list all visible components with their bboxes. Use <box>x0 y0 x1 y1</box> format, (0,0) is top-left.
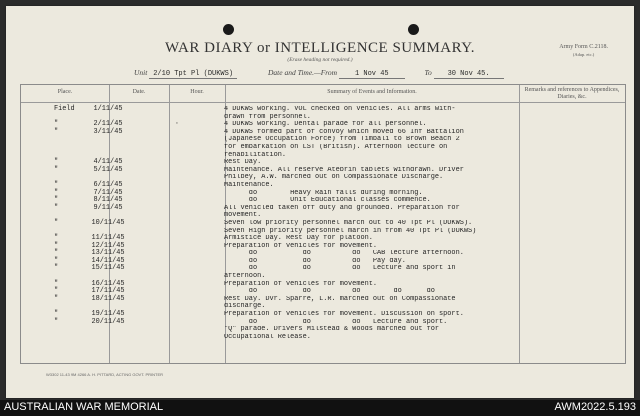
entry-place: " <box>54 279 59 288</box>
entry-hour <box>138 334 216 342</box>
entry-place: " <box>54 203 59 212</box>
entry-date: 16/11/45 <box>91 279 125 288</box>
entry-summary: 4 DUKWS working. Dental parade for all personnel. <box>224 121 427 129</box>
entry-date: 2/11/45 <box>93 120 123 129</box>
entry-place: " <box>54 249 59 258</box>
entry-place <box>20 136 78 144</box>
header-hour: Hour. <box>190 89 204 95</box>
entry-hour <box>138 265 216 273</box>
entry-place: " <box>54 180 59 189</box>
date-from-value: 1 Nov 45 <box>339 70 405 79</box>
entry-hour <box>138 228 216 236</box>
entry-place: " <box>54 188 59 197</box>
entry-place: " <box>54 287 59 296</box>
entry-place: " <box>54 218 59 227</box>
entry-hour <box>138 174 216 182</box>
diary-entry-row <box>20 205 624 213</box>
entry-summary: drawn from personnel. <box>224 113 311 121</box>
entry-hour <box>138 281 216 289</box>
entry-place: " <box>54 120 59 129</box>
punch-hole <box>408 24 419 35</box>
entry-hour <box>138 243 216 251</box>
entry-hour <box>138 159 216 167</box>
header-summary: Summary of Events and Information. <box>327 89 417 95</box>
header-place: Place. <box>57 89 73 95</box>
entry-place: " <box>54 241 59 250</box>
entry-place <box>20 334 78 342</box>
entry-summary: All vehicled taken off duty and grounded. Preparation for <box>224 204 460 212</box>
form-number: Army Form C.2118. (Adap. etc.) <box>559 44 608 57</box>
entry-summary: do Unit Educational classes commence. <box>224 197 431 205</box>
entry-place: " <box>54 294 59 303</box>
entry-hour <box>138 303 216 311</box>
entry-summary: movement. <box>224 212 262 220</box>
entry-hour <box>138 273 216 281</box>
entry-place <box>20 114 78 122</box>
entry-hour <box>138 190 216 198</box>
entry-hour: · <box>174 120 180 129</box>
entry-date: 9/11/45 <box>93 203 123 212</box>
entry-date: 17/11/45 <box>91 287 125 296</box>
diary-entry-row <box>20 265 624 273</box>
date-to-value: 30 Nov 45. <box>434 70 504 79</box>
entry-hour <box>138 144 216 152</box>
entry-summary: do do do CAB lecture afternoon. <box>224 250 464 258</box>
entry-date <box>78 136 138 144</box>
punch-hole <box>223 24 234 35</box>
entry-place: Field <box>54 105 75 113</box>
entry-place: " <box>54 317 59 326</box>
entry-summary: do do do Lecture and sport in <box>224 265 456 273</box>
diary-sheet <box>6 6 634 398</box>
entry-date: 10/11/45 <box>91 218 125 227</box>
entry-summary: Armistice Day. Rest Day for platoon. <box>224 235 373 243</box>
entry-date: 5/11/45 <box>93 165 123 174</box>
entry-summary: Occupational Release. <box>224 333 311 341</box>
entry-hour <box>138 250 216 258</box>
entry-hour <box>138 106 216 114</box>
diary-entry-row <box>20 136 624 144</box>
entry-hour <box>138 182 216 190</box>
entry-hour <box>138 220 216 228</box>
date-field: Date and Time.—From 1 Nov 45 To 30 Nov 45. <box>268 68 504 79</box>
entry-date: 15/11/45 <box>91 264 125 273</box>
entry-summary: Rest Day. Dvr. Sparre, L.R. marched out on Compassionate <box>224 295 456 303</box>
entry-date <box>78 334 138 342</box>
entry-place <box>20 228 78 236</box>
entry-place <box>20 326 78 334</box>
document-title: WAR DIARY or INTELLIGENCE SUMMARY. <box>165 40 475 56</box>
entry-hour <box>138 212 216 220</box>
entry-date: 1/11/45 <box>93 105 123 113</box>
unit-field: Unit 2/10 Tpt Pl (DUKWS) <box>134 68 237 79</box>
entry-date: 14/11/45 <box>91 256 125 265</box>
entry-summary: discharge. <box>224 303 266 311</box>
entry-place: " <box>54 165 59 174</box>
entry-summary: Preparation of vehicles for movement. <box>224 280 377 288</box>
diary-entry-row <box>20 167 624 175</box>
entry-summary: for embarkation on LST (British). Afternoon lecture on <box>224 143 448 151</box>
entry-place: " <box>54 234 59 243</box>
diary-entry-row <box>20 220 624 228</box>
entry-date: 13/11/45 <box>91 249 125 258</box>
entry-date: 6/11/45 <box>93 180 123 189</box>
entry-hour <box>138 258 216 266</box>
entry-date: 3/11/45 <box>93 127 123 136</box>
entry-hour <box>138 319 216 327</box>
entry-place: " <box>54 196 59 205</box>
diary-entry-row <box>20 334 624 342</box>
entry-date: 4/11/45 <box>93 158 123 167</box>
entry-date: 8/11/45 <box>93 196 123 205</box>
entry-place: " <box>54 127 59 136</box>
entry-summary: Maintenance. <box>224 181 274 189</box>
entry-place <box>20 273 78 281</box>
footer-institution: AUSTRALIAN WAR MEMORIAL <box>4 401 164 413</box>
entry-summary: rehabilitation. <box>224 151 287 159</box>
entry-summary: 4 DUKWS formed part of convoy which moved 66 Inf Battalion <box>224 128 464 136</box>
entry-summary: Seven High priority personnel march in from 40 Tpt Pl (DUKWS) <box>224 227 477 235</box>
footer-catalogue-number: AWM2022.5.193 <box>554 401 636 413</box>
diary-entry-row <box>20 106 624 114</box>
entry-place: " <box>54 256 59 265</box>
entry-hour <box>138 296 216 304</box>
entry-summary: Maintenance. All reserve Atebrin tablets withdrawn. Driver <box>224 166 464 174</box>
diary-entry-row <box>20 144 624 152</box>
entry-summary: 4 DUKWS working. VOL checked on vehicles. All arms with- <box>224 106 456 113</box>
diary-entry-row <box>20 326 624 334</box>
entry-summary: afternoon. <box>224 273 266 281</box>
entry-summary: Preparation of vehicles for movement. Discussion on sport. <box>224 311 464 319</box>
entry-hour <box>138 129 216 137</box>
entry-summary: do do do Lecture and sport. <box>224 318 448 326</box>
entry-date: 20/11/45 <box>91 317 125 326</box>
unit-value: 2/10 Tpt Pl (DUKWS) <box>149 70 237 79</box>
entry-summary: Rest Day. <box>224 159 262 167</box>
entry-summary: Philbey, A.W. marched out on Compassionate Discharge. <box>224 174 444 182</box>
entry-date: 7/11/45 <box>93 188 123 197</box>
entry-date: 12/11/45 <box>91 241 125 250</box>
entry-place: " <box>54 310 59 319</box>
entry-place <box>20 303 78 311</box>
entry-place: " <box>54 158 59 167</box>
entry-date: 19/11/45 <box>91 310 125 319</box>
entry-place <box>20 212 78 220</box>
entry-hour <box>138 136 216 144</box>
entry-hour <box>138 326 216 334</box>
entry-date: 18/11/45 <box>91 294 125 303</box>
printer-imprint: W3302 11-43 9M 4266 A. H. PITTARD, ACTING GOVT. PRINTER <box>46 372 163 377</box>
entry-date: 11/11/45 <box>91 234 125 243</box>
entry-place <box>20 174 78 182</box>
diary-entry-row <box>20 129 624 137</box>
entry-date <box>78 144 138 152</box>
diary-entry-row <box>20 319 624 327</box>
entry-summary: do Heavy Rain falls during morning. <box>224 189 423 197</box>
entry-summary: Preparation of vehicles for movement. <box>224 242 377 250</box>
entry-hour <box>138 235 216 243</box>
entry-summary: "Q" parade. Drivers Milstead & Woods marched out for <box>224 326 440 334</box>
entry-summary: do do do Pay day. <box>224 257 406 265</box>
entry-hour <box>138 205 216 213</box>
entry-summary: (Japanese Occupation Force) from Timbali to Brown Beach 2 <box>224 136 460 144</box>
entry-hour <box>138 197 216 205</box>
diary-entries <box>20 106 624 341</box>
entry-date <box>78 326 138 334</box>
header-remarks: Remarks and references to Appendices, Diaries, &c. <box>524 87 620 100</box>
footer-bar <box>0 400 640 416</box>
entry-hour <box>138 311 216 319</box>
entry-place: " <box>54 264 59 273</box>
diary-entry-row <box>20 296 624 304</box>
entry-hour <box>138 288 216 296</box>
entry-place <box>20 152 78 160</box>
entry-place <box>20 144 78 152</box>
document-subtitle: (Erase heading not required.) <box>287 57 353 63</box>
header-date: Date. <box>132 89 146 95</box>
entry-hour <box>138 152 216 160</box>
entry-summary: Seven low priority personnel march out to 40 Tpt Pl (DUKWS). <box>224 219 473 227</box>
entry-summary: do do do do do <box>224 288 435 296</box>
entry-hour <box>138 167 216 175</box>
